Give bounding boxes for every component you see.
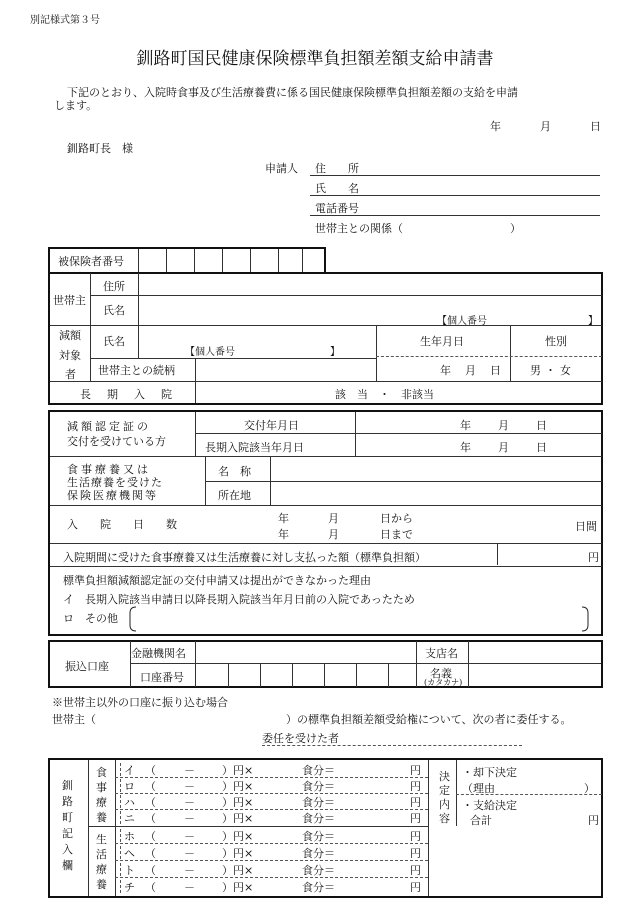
office-label-char: 町: [62, 811, 73, 824]
paid-amount-yen[interactable]: 円: [588, 551, 599, 564]
divider: [90, 273, 91, 381]
office-row-tick: [120, 880, 121, 893]
applicant-label: 申請人: [265, 162, 298, 175]
office-row-yen-times[interactable]: ）円×: [222, 796, 254, 809]
delegation-text: ）の標準負担額差額受給権について、次の者に委任する。: [286, 713, 572, 726]
reason-option-ro[interactable]: ロ その他: [63, 612, 118, 625]
intro-text-line2: します。: [54, 99, 98, 112]
divider: [292, 664, 293, 687]
office-row-tick: [120, 863, 121, 876]
birth-year[interactable]: 年: [440, 364, 451, 377]
decision-label: [439, 770, 450, 826]
office-row-meals[interactable]: 食分＝: [302, 764, 335, 777]
bank-branch-label: 支店名: [425, 647, 458, 660]
applicant-name-line[interactable]: [310, 195, 600, 196]
divider: [195, 641, 196, 687]
divider: [228, 664, 229, 687]
divider: [250, 249, 251, 272]
divider: [302, 249, 303, 272]
stay-from-label: 日から: [380, 512, 413, 525]
divider: [138, 249, 139, 272]
bank-institution-label: 金融機関名: [131, 647, 186, 660]
divider: [456, 794, 602, 795]
head-address-label: 住所: [103, 280, 125, 293]
office-row-divider: [115, 809, 428, 810]
divider: [510, 326, 511, 381]
meal-label: [96, 765, 107, 825]
divider: [428, 760, 429, 826]
long-stay-year[interactable]: 年: [460, 441, 471, 454]
office-row-yen[interactable]: 円: [410, 830, 421, 843]
days-label: 入院日数: [67, 518, 199, 531]
stay-from-year[interactable]: 年: [278, 512, 289, 525]
office-row-yen[interactable]: 円: [410, 881, 421, 894]
divider: [195, 358, 196, 381]
institution-label-1: 食事療養又は: [67, 463, 151, 476]
office-row-paren: （: [145, 780, 156, 793]
office-use-label: [62, 778, 73, 874]
reason-other-brackets[interactable]: [128, 605, 590, 633]
office-row-yen-times[interactable]: ）円×: [222, 864, 254, 877]
divider: [50, 456, 602, 457]
long-stay-options[interactable]: 該 当 ・ 非該当: [335, 388, 434, 401]
rejected-reason-label: （理由: [462, 782, 495, 795]
divider: [195, 381, 196, 403]
divider: [90, 358, 376, 359]
office-row-yen[interactable]: 円: [410, 864, 421, 877]
bank-account-label: 振込口座: [65, 660, 109, 673]
office-row-paren: （: [145, 764, 156, 777]
relation-to-head-label: 世帯主との続柄: [98, 364, 175, 377]
applicant-relation-label: 世帯主との関係（: [315, 222, 403, 235]
bank-holder-label: 名義: [430, 667, 452, 680]
applicant-name-label: 氏 名: [315, 182, 359, 195]
applicant-address-line[interactable]: [310, 175, 600, 176]
decision-label-char: 決: [439, 770, 450, 783]
office-label-char: 釧: [62, 779, 73, 792]
stay-from-month[interactable]: 月: [328, 512, 339, 525]
sex-options[interactable]: 男・女: [530, 364, 575, 377]
reduced-mynumber-close: 】: [330, 347, 340, 358]
office-row-dash[interactable]: －: [184, 780, 195, 793]
applicant-relation-close: ）: [510, 222, 521, 235]
reduced-person-label-3: 者: [65, 368, 76, 381]
divider: [376, 326, 377, 381]
living-label-char: 活: [96, 848, 107, 861]
office-row-tick: [120, 779, 121, 792]
office-row-letter: ロ: [124, 780, 135, 793]
living-label: [96, 832, 107, 892]
divider: [355, 412, 356, 456]
reduced-person-label-1: 減額: [59, 329, 81, 342]
divider: [50, 381, 602, 382]
bank-account-number-label: 口座番号: [140, 671, 184, 684]
divider: [195, 433, 602, 434]
head-mynumber-close: 】: [588, 316, 598, 327]
office-row-yen[interactable]: 円: [410, 796, 421, 809]
delegation-head-label: 世帯主（: [52, 713, 96, 726]
paid-amount-label: 入院期間に受けた食事療養又は生活療養に対し支払った額（標準負担額）: [63, 551, 426, 564]
cert-label-2: 交付を受けている方: [67, 435, 166, 448]
living-label-char: 生: [96, 833, 107, 846]
long-stay-month[interactable]: 月: [498, 441, 509, 454]
office-row-paren: （: [145, 830, 156, 843]
divider: [90, 295, 602, 296]
issue-month[interactable]: 月: [498, 419, 509, 432]
reduced-mynumber-label: 【個人番号: [185, 347, 235, 358]
birth-day[interactable]: 日: [490, 364, 501, 377]
issue-day[interactable]: 日: [536, 419, 547, 432]
paid-decision[interactable]: ・支給決定: [462, 799, 517, 812]
office-row-yen[interactable]: 円: [410, 780, 421, 793]
head-name-label: 氏名: [103, 304, 125, 317]
office-row-yen-times[interactable]: ）円×: [222, 764, 254, 777]
divider: [50, 505, 602, 506]
divider: [278, 249, 279, 272]
issue-year[interactable]: 年: [460, 419, 471, 432]
office-row-letter: ニ: [124, 812, 135, 825]
date-month-label[interactable]: 月: [540, 120, 551, 133]
office-row-dash[interactable]: －: [184, 864, 195, 877]
divider: [88, 760, 89, 896]
institution-name-label: 名 称: [218, 465, 251, 478]
divider: [50, 325, 602, 326]
addressee: 釧路町長 様: [67, 142, 133, 155]
office-row-divider: [115, 793, 428, 794]
divider: [428, 826, 429, 896]
office-row-paren: （: [145, 796, 156, 809]
divider: [50, 543, 602, 544]
living-label-char: 養: [96, 878, 107, 891]
long-stay-day[interactable]: 日: [536, 441, 547, 454]
office-row-letter: イ: [124, 764, 135, 777]
office-row-paren: （: [145, 881, 156, 894]
issue-date-label: 交付年月日: [244, 419, 299, 432]
date-year-label[interactable]: 年: [490, 120, 501, 133]
office-row-dash[interactable]: －: [184, 796, 195, 809]
office-row-paren: （: [145, 864, 156, 877]
meal-label-char: 事: [96, 781, 107, 794]
applicant-phone-label: 電話番号: [315, 202, 359, 215]
office-row-meals[interactable]: 食分＝: [302, 796, 335, 809]
office-row-dash[interactable]: －: [184, 881, 195, 894]
divider: [205, 481, 602, 482]
stay-to-month[interactable]: 月: [328, 528, 339, 541]
office-row-yen[interactable]: 円: [410, 764, 421, 777]
office-row-yen-times[interactable]: ）円×: [222, 812, 254, 825]
office-row-tick: [120, 811, 121, 824]
divider: [115, 760, 116, 896]
sex-label: 性別: [545, 335, 567, 348]
living-label-char: 療: [96, 863, 107, 876]
divider: [138, 273, 139, 358]
delegation-note: ※世帯主以外の口座に振り込む場合: [52, 696, 228, 709]
divider: [324, 664, 325, 687]
applicant-address-label: 住 所: [315, 162, 359, 175]
divider: [166, 249, 167, 272]
office-label-char: 入: [62, 843, 73, 856]
delegate-label: 委任を受けた者: [262, 732, 339, 745]
institution-location-label: 所在地: [218, 489, 251, 502]
divider: [222, 249, 223, 272]
office-row-divider: [115, 843, 428, 844]
divider: [195, 412, 196, 456]
total-label: 合計: [470, 814, 492, 827]
institution-label-2: 生活療養を受けた: [67, 476, 163, 489]
total-yen[interactable]: 円: [588, 814, 599, 827]
office-row-yen-times[interactable]: ）円×: [222, 881, 254, 894]
office-label-char: 路: [62, 795, 73, 808]
reason-title: 標準負担額減額認定証の交付申請又は提出ができなかった理由: [63, 574, 371, 587]
form-number: 別記様式第３号: [30, 15, 100, 26]
meal-label-char: 食: [96, 766, 107, 779]
divider: [456, 760, 457, 826]
office-row-letter: ハ: [124, 796, 135, 809]
rejected-decision[interactable]: ・却下決定: [462, 766, 517, 779]
office-row-meals[interactable]: 食分＝: [302, 881, 335, 894]
office-row-meals[interactable]: 食分＝: [302, 812, 335, 825]
birth-month[interactable]: 月: [465, 364, 476, 377]
meal-label-char: 養: [96, 811, 107, 824]
decision-label-char: 内: [439, 798, 450, 811]
head-mynumber-label: 【個人番号: [437, 316, 487, 327]
divider: [497, 543, 498, 565]
long-stay-date-label: 長期入院該当年月日: [205, 441, 304, 454]
office-row-tick: [120, 829, 121, 842]
office-row-divider: [115, 777, 428, 778]
office-row-yen-times[interactable]: ）円×: [222, 847, 254, 860]
office-row-tick: [120, 795, 121, 808]
birth-date-label: 生年月日: [420, 335, 464, 348]
divider: [260, 664, 261, 687]
divider: [376, 356, 602, 357]
office-row-meals[interactable]: 食分＝: [302, 780, 335, 793]
office-row-yen-times[interactable]: ）円×: [222, 830, 254, 843]
decision-label-char: 容: [439, 812, 450, 825]
divider: [130, 663, 601, 664]
meal-label-char: 療: [96, 796, 107, 809]
intro-text-line1: 下記のとおり、入院時食事及び生活療養費に係る国民健康保険標準負担額差額の支給を申請: [67, 86, 518, 99]
cert-label-1: 減額認定証の: [67, 420, 151, 433]
office-row-letter: チ: [124, 881, 135, 894]
divider: [50, 566, 602, 567]
office-row-divider: [115, 877, 428, 878]
delegate-line[interactable]: [262, 745, 522, 746]
decision-label-char: 定: [439, 784, 450, 797]
office-row-dash[interactable]: －: [184, 812, 195, 825]
office-row-tick: [120, 846, 121, 859]
stay-to-year[interactable]: 年: [278, 528, 289, 541]
office-label-char: 欄: [62, 859, 73, 872]
office-label-char: 記: [62, 827, 73, 840]
reason-option-i[interactable]: イ 長期入院該当申請日以降長期入院該当年月日前の入院であったため: [63, 593, 415, 606]
office-row-letter: ト: [124, 864, 135, 877]
office-row-meals[interactable]: 食分＝: [302, 847, 335, 860]
rejected-reason-close: ）: [584, 782, 595, 795]
institution-label-3: 保険医療機関等: [67, 489, 158, 502]
office-row-meals[interactable]: 食分＝: [302, 864, 335, 877]
office-row-yen-times[interactable]: ）円×: [222, 780, 254, 793]
divider: [194, 249, 195, 272]
divider: [388, 664, 389, 687]
divider: [468, 641, 469, 687]
office-row-dash[interactable]: －: [184, 847, 195, 860]
office-row-paren: （: [145, 812, 156, 825]
office-row-yen[interactable]: 円: [410, 847, 421, 860]
office-row-letter: ホ: [124, 830, 135, 843]
days-unit[interactable]: 日間: [575, 520, 597, 533]
office-row-divider: [115, 860, 428, 861]
divider: [88, 826, 428, 827]
office-row-meals[interactable]: 食分＝: [302, 830, 335, 843]
applicant-phone-line[interactable]: [310, 215, 600, 216]
bank-holder-kana-label: (カタカナ): [424, 678, 463, 687]
office-row-dash[interactable]: －: [184, 830, 195, 843]
office-row-paren: （: [145, 847, 156, 860]
long-stay-label: 長期入院: [80, 388, 188, 401]
office-row-letter: ヘ: [124, 847, 135, 860]
insured-number-label: 被保険者番号: [58, 255, 124, 268]
divider: [356, 664, 357, 687]
office-row-tick: [120, 763, 121, 776]
page-title: 釧路町国民健康保険標準負担額差額支給申請書: [136, 49, 494, 69]
reduced-person-label-2: 対象: [59, 349, 81, 362]
date-day-label[interactable]: 日: [590, 120, 601, 133]
reduced-name-label: 氏名: [103, 335, 125, 348]
divider: [416, 641, 417, 687]
office-row-dash[interactable]: －: [184, 764, 195, 777]
household-head-label: 世帯主: [53, 294, 86, 307]
office-row-yen[interactable]: 円: [410, 812, 421, 825]
stay-to-label: 日まで: [380, 528, 413, 541]
